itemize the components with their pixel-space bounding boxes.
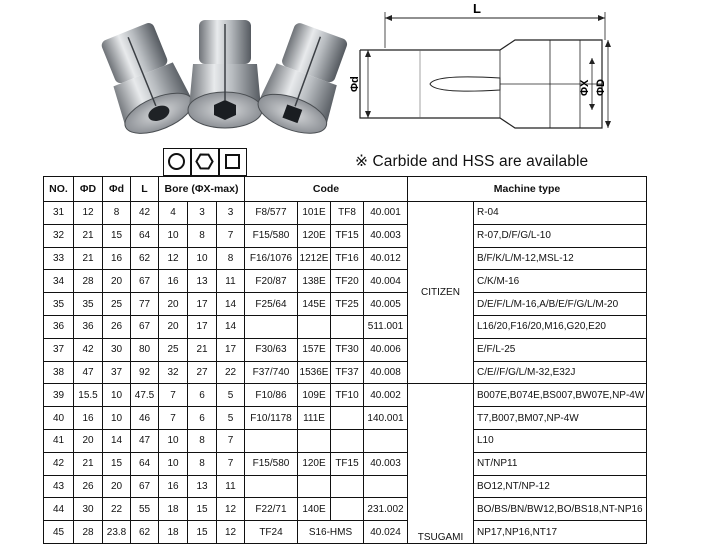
cell-bore-hex: 8 xyxy=(188,452,217,475)
cell-bore-square: 7 xyxy=(217,452,245,475)
cell-code-1: F25/64 xyxy=(245,293,298,316)
cell-phi-d: 10 xyxy=(103,407,131,430)
cell-bore-square: 14 xyxy=(217,293,245,316)
cell-code-3 xyxy=(331,498,364,521)
collet-technical-drawing xyxy=(340,0,620,140)
cell-machine-type: C/E//F/G/L/M-32,E32J xyxy=(474,361,647,384)
cell-code-2: 140E xyxy=(298,498,331,521)
cell-code-4: 140.001 xyxy=(364,407,408,430)
cell-machine-type: B/F/K/L/M-12,MSL-12 xyxy=(474,247,647,270)
cell-L: 67 xyxy=(131,475,159,498)
cell-phi-d: 16 xyxy=(103,247,131,270)
cell-code-3: TF20 xyxy=(331,270,364,293)
cell-phi-d: 14 xyxy=(103,429,131,452)
cell-L: 92 xyxy=(131,361,159,384)
brand-tsugami: TSUGAMI xyxy=(408,384,474,544)
cell-code-2: 145E xyxy=(298,293,331,316)
cell-no: 36 xyxy=(44,315,74,338)
cell-phi-D: 15.5 xyxy=(74,384,103,407)
cell-no: 41 xyxy=(44,429,74,452)
cell-phi-d: 8 xyxy=(103,202,131,225)
table-row xyxy=(44,384,647,407)
cell-code-4: 40.003 xyxy=(364,452,408,475)
cell-machine-type: C/K/M-16 xyxy=(474,270,647,293)
cell-bore-round: 10 xyxy=(159,224,188,247)
cell-code-4: 40.024 xyxy=(364,521,408,544)
cell-bore-square: 5 xyxy=(217,384,245,407)
cell-bore-hex: 15 xyxy=(188,521,217,544)
cell-code-2: 120E xyxy=(298,224,331,247)
cell-phi-D: 26 xyxy=(74,475,103,498)
col-header-no: NO. xyxy=(44,177,74,202)
cell-code-2: 157E xyxy=(298,338,331,361)
cell-machine-type: NT/NP11 xyxy=(474,452,647,475)
cell-L: 46 xyxy=(131,407,159,430)
cell-phi-d: 15 xyxy=(103,452,131,475)
cell-code-3: TF25 xyxy=(331,293,364,316)
table-header-row xyxy=(44,177,647,202)
cell-no: 37 xyxy=(44,338,74,361)
cell-bore-square: 5 xyxy=(217,407,245,430)
cell-bore-hex: 8 xyxy=(188,224,217,247)
cell-code-1 xyxy=(245,315,298,338)
bore-shapes-header xyxy=(163,148,253,176)
cell-code-1: F37/740 xyxy=(245,361,298,384)
cell-code-4: 40.005 xyxy=(364,293,408,316)
cell-bore-hex: 6 xyxy=(188,407,217,430)
cell-machine-type: T7,B007,BM07,NP-4W xyxy=(474,407,647,430)
cell-no: 38 xyxy=(44,361,74,384)
cell-phi-d: 37 xyxy=(103,361,131,384)
cell-code-2 xyxy=(298,429,331,452)
cell-L: 42 xyxy=(131,202,159,225)
cell-code-1: F30/63 xyxy=(245,338,298,361)
cell-bore-round: 16 xyxy=(159,475,188,498)
table-row xyxy=(44,429,647,452)
table-row xyxy=(44,498,647,521)
cell-no: 44 xyxy=(44,498,74,521)
cell-phi-d: 22 xyxy=(103,498,131,521)
cell-code-2: 101E xyxy=(298,202,331,225)
cell-code-4 xyxy=(364,475,408,498)
cell-code-1: F10/1178 xyxy=(245,407,298,430)
cell-bore-round: 7 xyxy=(159,384,188,407)
cell-code-1 xyxy=(245,429,298,452)
cell-code-2: 1536E xyxy=(298,361,331,384)
cell-phi-D: 21 xyxy=(74,452,103,475)
cell-bore-square: 14 xyxy=(217,315,245,338)
cell-phi-D: 20 xyxy=(74,429,103,452)
cell-phi-d: 30 xyxy=(103,338,131,361)
cell-code-4: 40.002 xyxy=(364,384,408,407)
cell-L: 77 xyxy=(131,293,159,316)
cell-code-3 xyxy=(331,475,364,498)
cell-code-3 xyxy=(331,407,364,430)
cell-phi-d: 26 xyxy=(103,315,131,338)
cell-code-3 xyxy=(331,429,364,452)
cell-no: 32 xyxy=(44,224,74,247)
cell-code-4: 40.001 xyxy=(364,202,408,225)
table-row xyxy=(44,247,647,270)
table-row xyxy=(44,521,647,544)
cell-bore-square: 7 xyxy=(217,224,245,247)
dim-phi-D-label: ΦD xyxy=(595,79,607,96)
dim-phi-x-label: ΦX xyxy=(579,79,591,96)
table-row xyxy=(44,224,647,247)
cell-code-4 xyxy=(364,429,408,452)
cell-bore-hex: 10 xyxy=(188,247,217,270)
cell-bore-square: 17 xyxy=(217,338,245,361)
cell-code-4: 40.004 xyxy=(364,270,408,293)
cell-L: 47 xyxy=(131,429,159,452)
cell-bore-round: 20 xyxy=(159,315,188,338)
cell-code-1: F16/1076 xyxy=(245,247,298,270)
cell-code-3: TF15 xyxy=(331,452,364,475)
cell-L: 67 xyxy=(131,270,159,293)
cell-bore-square: 12 xyxy=(217,498,245,521)
cell-phi-D: 21 xyxy=(74,247,103,270)
cell-bore-round: 18 xyxy=(159,498,188,521)
cell-code-4: 40.003 xyxy=(364,224,408,247)
cell-phi-D: 16 xyxy=(74,407,103,430)
cell-code-4: 40.006 xyxy=(364,338,408,361)
dim-phi-d-label: Φd xyxy=(349,76,361,92)
cell-code-4: 40.012 xyxy=(364,247,408,270)
cell-L: 64 xyxy=(131,452,159,475)
cell-machine-type: B007E,B074E,BS007,BW07E,NP-4W xyxy=(474,384,647,407)
cell-bore-square: 8 xyxy=(217,247,245,270)
table-row xyxy=(44,407,647,430)
cell-no: 40 xyxy=(44,407,74,430)
table-row xyxy=(44,361,647,384)
cell-L: 62 xyxy=(131,247,159,270)
cell-bore-round: 32 xyxy=(159,361,188,384)
cell-code-1: F15/580 xyxy=(245,452,298,475)
collet-product-photo xyxy=(95,18,355,136)
cell-no: 42 xyxy=(44,452,74,475)
cell-code-1: F22/71 xyxy=(245,498,298,521)
cell-phi-D: 28 xyxy=(74,521,103,544)
cell-no: 39 xyxy=(44,384,74,407)
cell-bore-round: 7 xyxy=(159,407,188,430)
cell-phi-D: 21 xyxy=(74,224,103,247)
cell-code-1: F15/580 xyxy=(245,224,298,247)
table-row xyxy=(44,338,647,361)
cell-code-1: TF24 xyxy=(245,521,298,544)
cell-L: 55 xyxy=(131,498,159,521)
cell-phi-d: 10 xyxy=(103,384,131,407)
brand-citizen: CITIZEN xyxy=(408,202,474,384)
cell-code-2: 1212E xyxy=(298,247,331,270)
cell-code-2 xyxy=(298,475,331,498)
cell-machine-type: R-04 xyxy=(474,202,647,225)
cell-code-2: 120E xyxy=(298,452,331,475)
cell-L: 80 xyxy=(131,338,159,361)
cell-code-2: 111E xyxy=(298,407,331,430)
cell-bore-round: 20 xyxy=(159,293,188,316)
cell-L: 67 xyxy=(131,315,159,338)
cell-no: 43 xyxy=(44,475,74,498)
cell-code-4: 40.008 xyxy=(364,361,408,384)
cell-code-3: TF30 xyxy=(331,338,364,361)
cell-code-3: TF16 xyxy=(331,247,364,270)
cell-code-1: F20/87 xyxy=(245,270,298,293)
cell-phi-d: 20 xyxy=(103,475,131,498)
cell-bore-hex: 15 xyxy=(188,498,217,521)
cell-code-1: F10/86 xyxy=(245,384,298,407)
cell-no: 33 xyxy=(44,247,74,270)
cell-bore-square: 11 xyxy=(217,475,245,498)
table-row xyxy=(44,270,647,293)
collet-spec-table xyxy=(43,176,647,544)
cell-L: 47.5 xyxy=(131,384,159,407)
cell-bore-hex: 17 xyxy=(188,293,217,316)
collet-left xyxy=(95,18,198,136)
collet-middle xyxy=(188,20,262,128)
availability-note: ※ Carbide and HSS are available xyxy=(355,153,589,170)
col-header-machine: Machine type xyxy=(408,177,647,202)
cell-code-1: F8/577 xyxy=(245,202,298,225)
cell-code-3: TF8 xyxy=(331,202,364,225)
cell-no: 35 xyxy=(44,293,74,316)
col-header-L: L xyxy=(131,177,159,202)
cell-bore-round: 10 xyxy=(159,452,188,475)
cell-machine-type: R-07,D/F/G/L-10 xyxy=(474,224,647,247)
cell-code-4: 511.001 xyxy=(364,315,408,338)
cell-phi-d: 15 xyxy=(103,224,131,247)
cell-L: 64 xyxy=(131,224,159,247)
square-bore-icon xyxy=(219,148,247,176)
table-row xyxy=(44,202,647,225)
cell-code-3 xyxy=(331,315,364,338)
cell-bore-square: 7 xyxy=(217,429,245,452)
cell-L: 62 xyxy=(131,521,159,544)
cell-code-3: TF37 xyxy=(331,361,364,384)
cell-phi-D: 47 xyxy=(74,361,103,384)
dim-L-label: L xyxy=(473,1,481,16)
cell-code-3: TF15 xyxy=(331,224,364,247)
col-header-phi-d: Φd xyxy=(103,177,131,202)
cell-bore-round: 4 xyxy=(159,202,188,225)
cell-phi-D: 28 xyxy=(74,270,103,293)
cell-bore-round: 16 xyxy=(159,270,188,293)
cell-bore-hex: 17 xyxy=(188,315,217,338)
cell-code-3: TF10 xyxy=(331,384,364,407)
cell-bore-square: 11 xyxy=(217,270,245,293)
cell-bore-round: 25 xyxy=(159,338,188,361)
round-bore-icon xyxy=(163,148,191,176)
cell-bore-hex: 3 xyxy=(188,202,217,225)
table-row xyxy=(44,315,647,338)
cell-bore-round: 18 xyxy=(159,521,188,544)
hexagon-bore-icon xyxy=(191,148,219,176)
cell-phi-D: 30 xyxy=(74,498,103,521)
cell-machine-type: L10 xyxy=(474,429,647,452)
cell-machine-type: BO/BS/BN/BW12,BO/BS18,NT-NP16 xyxy=(474,498,647,521)
cell-code-2 xyxy=(298,315,331,338)
cell-no: 31 xyxy=(44,202,74,225)
cell-phi-d: 23.8 xyxy=(103,521,131,544)
col-header-code: Code xyxy=(245,177,408,202)
cell-machine-type: BO12,NT/NP-12 xyxy=(474,475,647,498)
table-row xyxy=(44,293,647,316)
cell-code-1 xyxy=(245,475,298,498)
cell-phi-D: 36 xyxy=(74,315,103,338)
cell-bore-round: 12 xyxy=(159,247,188,270)
cell-machine-type: L16/20,F16/20,M16,G20,E20 xyxy=(474,315,647,338)
cell-bore-hex: 6 xyxy=(188,384,217,407)
cell-machine-type: NP17,NP16,NT17 xyxy=(474,521,647,544)
table-row xyxy=(44,475,647,498)
cell-phi-d: 25 xyxy=(103,293,131,316)
col-header-bore: Bore (ΦX-max) xyxy=(159,177,245,202)
cell-bore-round: 10 xyxy=(159,429,188,452)
cell-bore-hex: 27 xyxy=(188,361,217,384)
cell-phi-D: 35 xyxy=(74,293,103,316)
cell-bore-hex: 8 xyxy=(188,429,217,452)
table-row xyxy=(44,452,647,475)
cell-bore-square: 3 xyxy=(217,202,245,225)
cell-machine-type: D/E/F/L/M-16,A/B/E/F/G/L/M-20 xyxy=(474,293,647,316)
cell-no: 45 xyxy=(44,521,74,544)
cell-bore-hex: 13 xyxy=(188,270,217,293)
cell-phi-D: 12 xyxy=(74,202,103,225)
cell-code-2: 109E xyxy=(298,384,331,407)
cell-code-2: S16-HMS xyxy=(298,521,364,544)
cell-bore-hex: 13 xyxy=(188,475,217,498)
cell-no: 34 xyxy=(44,270,74,293)
cell-code-2: 138E xyxy=(298,270,331,293)
cell-phi-D: 42 xyxy=(74,338,103,361)
col-header-phi-D: ΦD xyxy=(74,177,103,202)
cell-bore-square: 22 xyxy=(217,361,245,384)
cell-phi-d: 20 xyxy=(103,270,131,293)
cell-machine-type: E/F/L-25 xyxy=(474,338,647,361)
cell-bore-square: 12 xyxy=(217,521,245,544)
cell-code-4: 231.002 xyxy=(364,498,408,521)
cell-bore-hex: 21 xyxy=(188,338,217,361)
